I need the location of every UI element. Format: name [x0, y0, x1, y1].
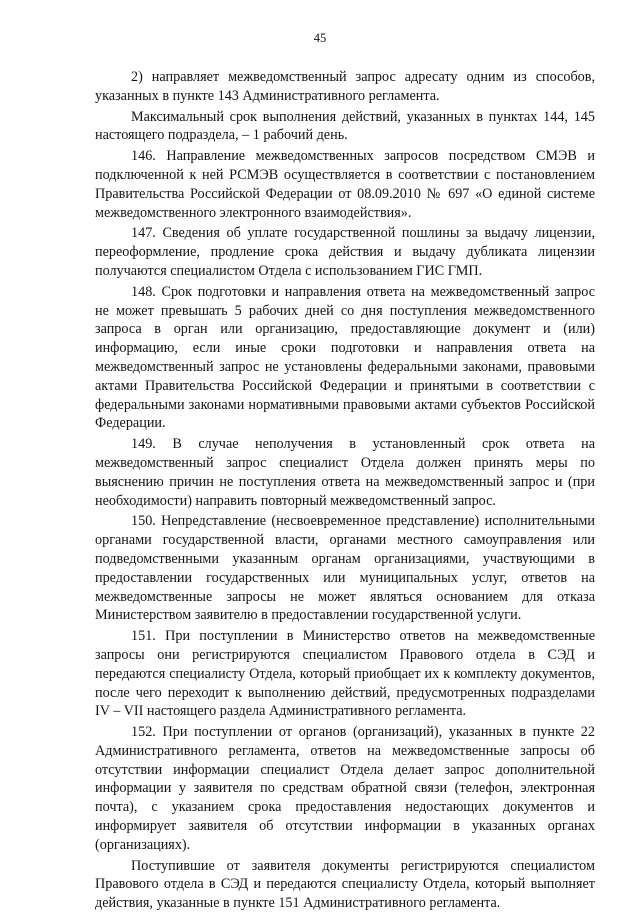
paragraph-152: 152. При поступлении от органов (организаций), указанных в пункте 22 Административного регламента, ответов на межведомственные запросы об отсутствии информации специалист Отдела делает запрос дополнительной информации у заявителя по средствам обратной связи (телефон, электронная почта), с указанием срока предоставления недостающих документов и информирует заявителя об отсутствии информации в указанных органах (организациях).	[95, 724, 595, 853]
paragraph-applicant-documents: Поступившие от заявителя документы регистрируются специалистом Правового отдела в СЭД и передаются специалисту Отдела, который выполняет действия, указанные в пункте 151 Административного регламента.	[95, 857, 595, 912]
paragraph-146: 146. Направление межведомственных запросов посредством СМЭВ и подключенной к ней РСМЭВ осуществляется в соответствии с постановлением Правительства Российской Федерации от 08.09.2010 № 697 «О единой системе межведомственного электронного взаимодействия».	[95, 148, 595, 221]
paragraph-item-2-sending: 2) направляет межведомственный запрос адресату одним из способов, указанных в пункте 143 Административного регламента.	[95, 69, 595, 104]
paragraph-151: 151. При поступлении в Министерство ответов на межведомственные запросы они регистрируются специалистом Правового отдела в СЭД и передаются специалисту Отдела, который приобщает их к комплекту документов, после чего переходит к выполнению действий, предусмотренных подразделами IV – VII настоящего раздела Административного регламента.	[95, 628, 595, 720]
paragraph-147: 147. Сведения об уплате государственной пошлины за выдачу лицензии, переоформление, продление срока действия и выдачу дубликата лицензии получаются специалистом Отдела с использованием ГИС ГМП.	[95, 225, 595, 279]
paragraph-max-term: Максимальный срок выполнения действий, указанных в пунктах 144, 145 настоящего подраздела, – 1 рабочий день.	[95, 108, 595, 144]
page-number: 45	[313, 31, 327, 45]
paragraph-149: 149. В случае неполучения в установленный срок ответа на межведомственный запрос специалист Отдела должен принять меры по выяснению причин не поступления ответа на межведомственный запрос и (при необходимости) направить повторный межведомственный запрос.	[95, 436, 595, 509]
document-body	[95, 68, 595, 915]
paragraph-148: 148. Срок подготовки и направления ответа на межведомственный запрос не может превышать 5 рабочих дней со дня поступления межведомственного запроса в орган или организацию, предоставляющие документ и (или) информацию, если иные сроки подготовки и направления ответа на межведомственный запрос не установлены федеральными законами, правовыми актами Правительства Российской Федерации и принятыми в соответствии с федеральными законами нормативными правовыми актами субъектов Российской Федерации.	[95, 283, 595, 432]
paragraph-150: 150. Непредставление (несвоевременное представление) исполнительными органами государственной власти, органами местного самоуправления или подведомственными указанным органам организациями, участвующими в предоставлении государственных или муниципальных услуг, ответов на межведомственные запросы не может являться основанием для отказа Министерством заявителю в предоставлении государственной услуги.	[95, 513, 595, 624]
